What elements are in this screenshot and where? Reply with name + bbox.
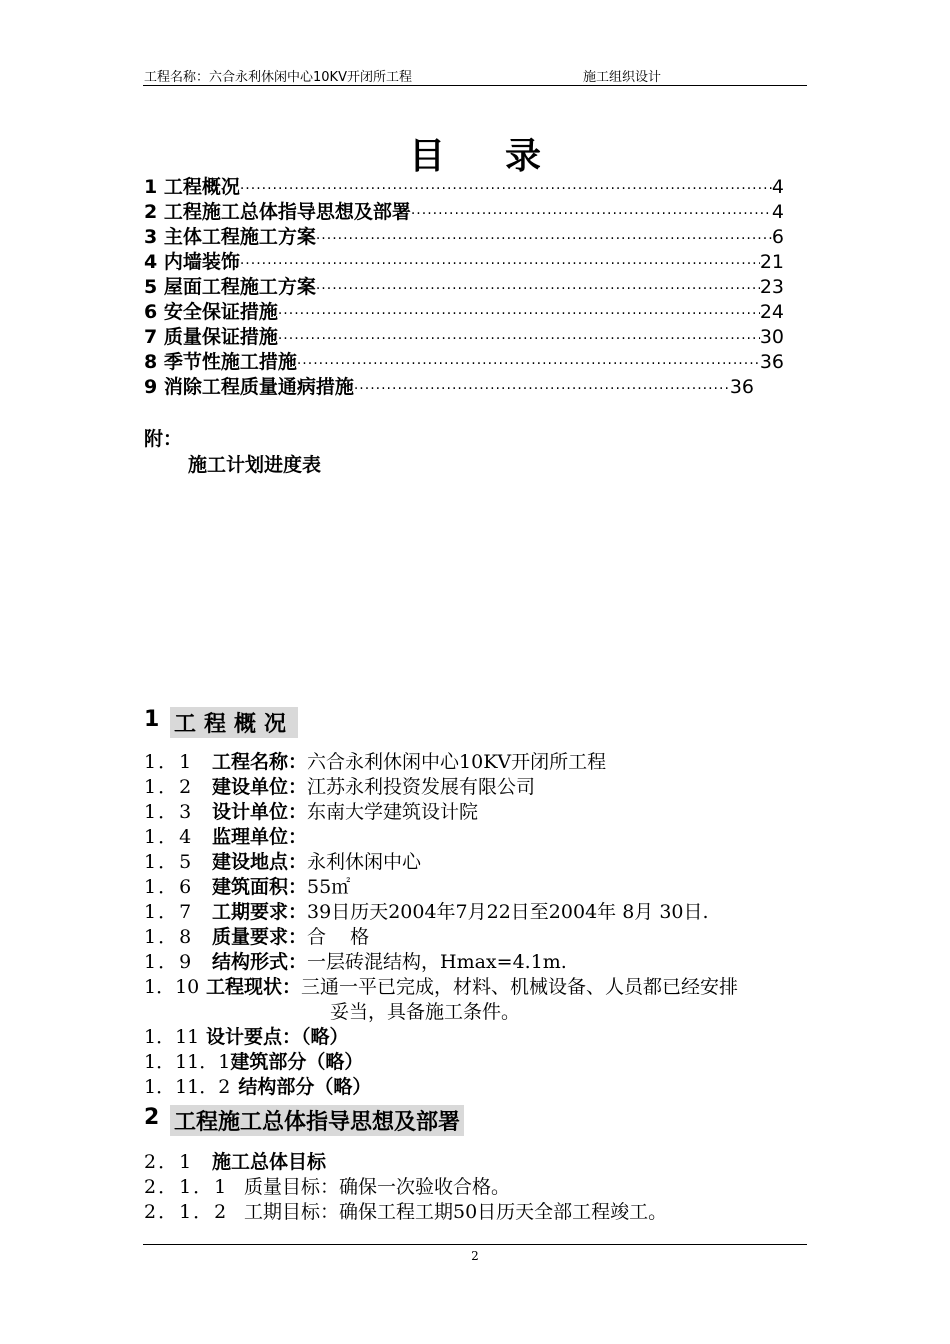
- item-number: 2．1．1: [144, 1176, 229, 1198]
- item-key: 设计单位：: [212, 801, 308, 823]
- toc-entry-page: 24: [759, 301, 784, 323]
- attachment-item: 施工计划进度表: [188, 454, 322, 476]
- overview-item: [144, 1072, 371, 1099]
- deployment-item: [144, 1147, 326, 1174]
- item-number: 1．11．2: [144, 1076, 231, 1098]
- item-value: 江苏永利投资发展有限公司: [307, 776, 536, 798]
- item-key: 建筑面积：: [212, 876, 308, 898]
- toc-entry-label: 7 质量保证措施: [144, 326, 278, 348]
- toc-entry-label: 4 内墙装饰: [144, 251, 240, 273]
- toc-leader: [240, 252, 760, 277]
- header-doc-type: 施工组织设计: [583, 70, 662, 85]
- item-value: 55㎡: [307, 876, 351, 898]
- toc-leader: [278, 302, 760, 327]
- toc-entry-page: 23: [759, 276, 784, 298]
- toc-entry-page: 6: [771, 226, 784, 248]
- item-value: 永利休闲中心: [307, 851, 422, 873]
- item-number: 1．3: [144, 801, 194, 823]
- deployment-item: [144, 1197, 667, 1224]
- toc-entry-label: 5 屋面工程施工方案: [144, 276, 316, 298]
- toc-leader: [297, 352, 760, 377]
- item-number: 1．11: [144, 1026, 200, 1048]
- toc-entry-page: 36: [759, 351, 784, 373]
- item-value: 六合永利休闲中心10KV开闭所工程: [307, 751, 607, 773]
- overview-item-continuation: 妥当，具备施工条件。: [330, 1001, 521, 1023]
- toc-entry[interactable]: [144, 375, 754, 400]
- overview-item: [144, 1022, 349, 1049]
- item-key: 建设地点：: [212, 851, 308, 873]
- item-key: 结构形式：: [212, 951, 308, 973]
- toc-entry[interactable]: [144, 175, 784, 200]
- item-number: 1．10: [144, 976, 200, 998]
- footer-rule: [143, 1244, 807, 1245]
- toc-entry[interactable]: [144, 250, 784, 275]
- section1-number: 1: [144, 707, 160, 732]
- toc-entry[interactable]: [144, 325, 784, 350]
- item-value: 三通一平已完成，材料、机械设备、人员都已经安排: [301, 976, 739, 998]
- header-rule: [143, 85, 807, 86]
- item-value: 一层砖混结构，Hmax=4.1m.: [307, 951, 567, 973]
- toc-leader: [411, 202, 772, 227]
- toc-leader: [316, 277, 760, 302]
- overview-item: [144, 897, 709, 924]
- item-value: 合 格: [307, 926, 370, 948]
- item-key: 工程现状：: [206, 976, 302, 998]
- toc-leader: [278, 327, 760, 352]
- overview-item: [144, 922, 369, 949]
- toc-entry-label: 9 消除工程质量通病措施: [144, 376, 354, 398]
- item-key: 建筑部分（略）: [230, 1051, 364, 1073]
- toc-entry-page: 30: [759, 326, 784, 348]
- toc-entry[interactable]: [144, 275, 784, 300]
- item-key: 工程名称：: [212, 751, 308, 773]
- toc-entry-page: 4: [771, 201, 784, 223]
- overview-item: [144, 822, 307, 849]
- item-number: 1．9: [144, 951, 194, 973]
- item-number: 1．1: [144, 751, 194, 773]
- toc-entry-label: 2 工程施工总体指导思想及部署: [144, 201, 411, 223]
- section2-title: 工程施工总体指导思想及部署: [170, 1105, 464, 1136]
- deployment-item: [144, 1172, 510, 1199]
- item-number: 1．7: [144, 901, 194, 923]
- header-project-name: 工程名称：六合永利休闲中心10KV开闭所工程: [144, 70, 412, 85]
- toc-leader: [240, 177, 772, 202]
- toc-list: [144, 175, 784, 400]
- item-value: 工期目标：确保工程工期50日历天全部工程竣工。: [244, 1201, 668, 1223]
- overview-item: [144, 872, 350, 899]
- overview-item: [144, 1047, 363, 1074]
- item-number: 1．2: [144, 776, 194, 798]
- item-key: 工期要求：: [212, 901, 308, 923]
- overview-item: [144, 972, 738, 999]
- overview-item: [144, 847, 421, 874]
- toc-entry-label: 8 季节性施工措施: [144, 351, 297, 373]
- toc-entry-page: 36: [729, 376, 754, 398]
- section1-title: 工程概况: [170, 707, 298, 738]
- toc-entry-page: 21: [759, 251, 784, 273]
- item-number: 1．5: [144, 851, 194, 873]
- item-key: 施工总体目标: [212, 1151, 327, 1173]
- item-key: 质量要求：: [212, 926, 308, 948]
- toc-entry-label: 6 安全保证措施: [144, 301, 278, 323]
- toc-title: 目录: [408, 136, 601, 177]
- item-number: 2．1．2: [144, 1201, 229, 1223]
- page-number: 2: [471, 1249, 479, 1263]
- toc-entry[interactable]: [144, 225, 784, 250]
- toc-entry[interactable]: [144, 300, 784, 325]
- toc-leader: [354, 377, 730, 402]
- toc-entry[interactable]: [144, 200, 784, 225]
- item-number: 1．4: [144, 826, 194, 848]
- toc-entry-label: 3 主体工程施工方案: [144, 226, 316, 248]
- toc-entry[interactable]: [144, 350, 784, 375]
- item-number: 1．6: [144, 876, 194, 898]
- toc-entry-page: 4: [771, 176, 784, 198]
- item-value: 39日历天2004年7月22日至2004年 8月 30日.: [307, 901, 709, 923]
- item-number: 2．1: [144, 1151, 194, 1173]
- item-key: 建设单位：: [212, 776, 308, 798]
- item-key: 监理单位：: [212, 826, 308, 848]
- toc-entry-label: 1 工程概况: [144, 176, 240, 198]
- item-number: 1．8: [144, 926, 194, 948]
- item-key: 设计要点：（略）: [206, 1026, 349, 1048]
- item-value: 质量目标：确保一次验收合格。: [244, 1176, 511, 1198]
- attachment-label: 附：: [144, 428, 183, 450]
- overview-item: [144, 747, 606, 774]
- section2-number: 2: [144, 1105, 160, 1130]
- overview-item: [144, 772, 535, 799]
- item-key: 结构部分（略）: [238, 1076, 372, 1098]
- toc-leader: [316, 227, 772, 252]
- item-number: 1．11．1: [144, 1051, 231, 1073]
- overview-item: [144, 947, 567, 974]
- overview-item: [144, 797, 478, 824]
- item-value: 东南大学建筑设计院: [307, 801, 479, 823]
